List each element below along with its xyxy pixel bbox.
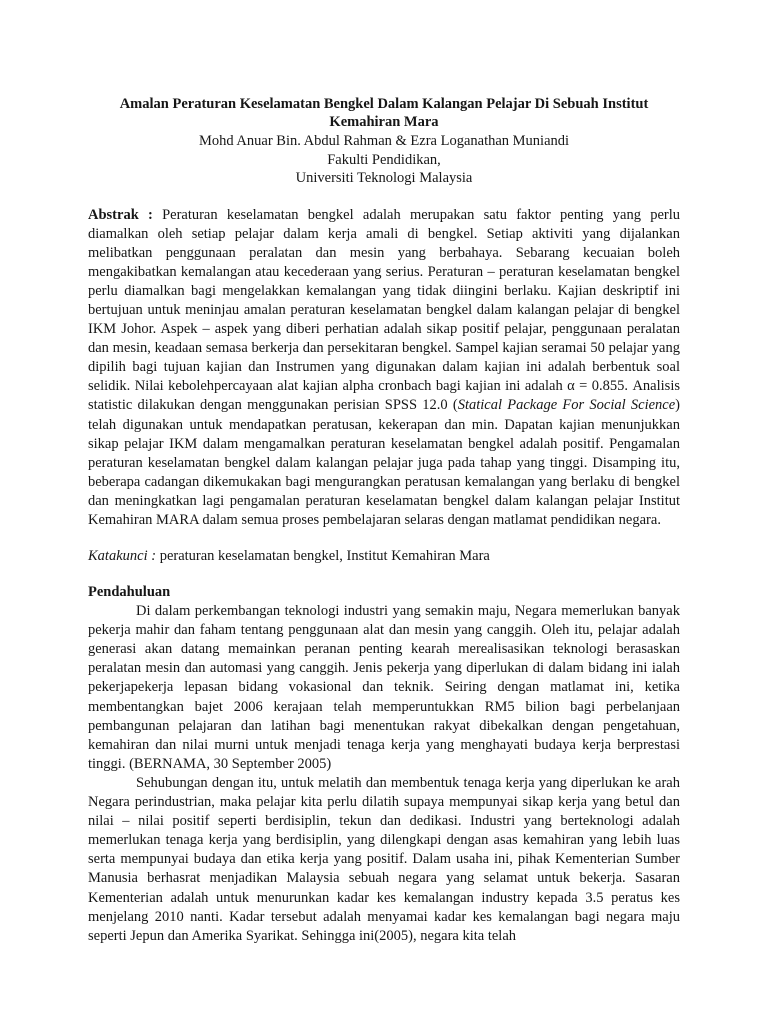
section-paragraph: Sehubungan dengan itu, untuk melatih dan membentuk tenaga kerja yang diperlukan ke arah Negara perindustrian, maka pelajar kita perlu dilatih supaya mempunyai sikap kerja yang betul dan nilai – nilai positif seperti berdisiplin, tekun dan dedikasi. Industri yang berteknologi adalah memerlukan tenaga kerja yang berdisiplin, yang dilengkapi dengan asas kemahiran yang lebih luas serta mempunyai budaya dan etika kerja yang positif. Dalam usaha ini, pihak Kementerian Sumber Manusia berhasrat menjadikan Malaysia sebuah negara yang selamat untuk bekerja. Sasaran Kementerian adalah untuk menurunkan kadar kes kemalangan industry kepada 3.5 peratus kes menjelang 2010 nanti. Kadar tersebut adalah menyamai kadar kes kemalangan bagi negara maju seperti Jepun dan Amerika Syarikat. Sehingga ini(2005), negara kita telah [88, 774, 680, 944]
keywords-label: Katakunci : [88, 548, 157, 565]
paper-faculty: Fakulti Pendidikan, [327, 151, 441, 168]
abstract-text-1: Peraturan keselamatan bengkel adalah merupakan satu faktor penting yang perlu diamalkan oleh setiap pelajar dalam kerja amali di bengkel. Setiap aktiviti yang dijalankan melibatkan penggunaan peralatan dan mesin yang berbahaya. Sebarang kecuaian boleh mengakibatkan kemalangan atau kecederaan yang serius. Peraturan – peraturan keselamatan bengkel perlu diamalkan bagi mengelakkan kemalangan yang tidak diingini berlaku. Kajian deskriptif ini bertujuan untuk meninjau amalan peraturan keselamatan bengkel dalam kalangan pelajar di bengkel IKM Johor. Aspek – aspek yang diberi perhatian adalah sikap positif pelajar, penggunaan peralatan dan mesin, keadaan semasa berkerja dan persekitaran bengkel. Sampel kajian seramai 50 pelajar yang dipilih bagi tujuan kajian dan Instrumen yang digunakan dalam kajian ini adalah berbentuk soal selidik. Nilai kebolehpercayaan alat kajian alpha cronbach bagi kajian ini adalah α = 0.855. Analisis statistic dilakukan dengan menggunakan perisian SPSS 12.0 ( [88, 206, 680, 414]
paper-title: Amalan Peraturan Keselamatan Bengkel Dalam Kalangan Pelajar Di Sebuah Institut Kemahiran Mara [119, 96, 649, 130]
paper-authors: Mohd Anuar Bin. Abdul Rahman & Ezra Loganathan Muniandi [198, 133, 570, 149]
abstract-block [88, 206, 680, 531]
keywords-block [88, 547, 680, 566]
paper-university: Universiti Teknologi Malaysia [295, 170, 473, 186]
keywords-text: peraturan keselamatan bengkel, Institut Kemahiran Mara [156, 548, 490, 565]
section-heading: Pendahuluan [88, 584, 171, 601]
abstract-text-2: ) telah digunakan untuk mendapatkan peratusan, kekerapan dan min. Dapatan kajian menunjukkan sikap pelajar IKM dalam mengamalkan peraturan keselamatan bengkel adalah positif. Pengamalan peraturan keselamatan bengkel dalam kalangan pelajar juga pada tahap yang tinggi. Disamping itu, beberapa cadangan dikemukakan bagi mengurangkan peratusan kemalangan yang berlaku di bengkel dan meningkatkan lagi pengamalan peraturan keselamatan bengkel dalam kalangan pelajar Institut Kemahiran MARA dalam semua proses pembelajaran selaras dengan matlamat pendidikan negara. [88, 397, 680, 528]
abstract-term: Statical Package For Social Science [457, 397, 676, 414]
section-paragraph: Di dalam perkembangan teknologi industri yang semakin maju, Negara memerlukan banyak pekerja mahir dan faham tentang penggunaan alat dan mesin yang canggih. Oleh itu, pelajar adalah generasi akan datang memainkan peranan penting kearah merealisasikan teknologi berasaskan peralatan mesin dan automasi yang canggih. Jenis pekerja yang diperlukan di dalam bidang ini ialah pekerjapekerja lepasan bidang vokasional dan teknik. Seiring dengan matlamat ini, ketika membentangkan bajet 2006 kerajaan telah memperuntukkan RM5 bilion bagi perbelanjaan pembangunan pelajaran dan latihan bagi menentukan rakyat dibekalkan dengan pengetahuan, kemahiran dan nilai murni untuk menjadi tenaga kerja yang menghayati budaya kerja berprestasi tinggi. (BERNAMA, 30 September 2005) [88, 603, 680, 772]
abstract-label: Abstrak : [88, 206, 153, 223]
